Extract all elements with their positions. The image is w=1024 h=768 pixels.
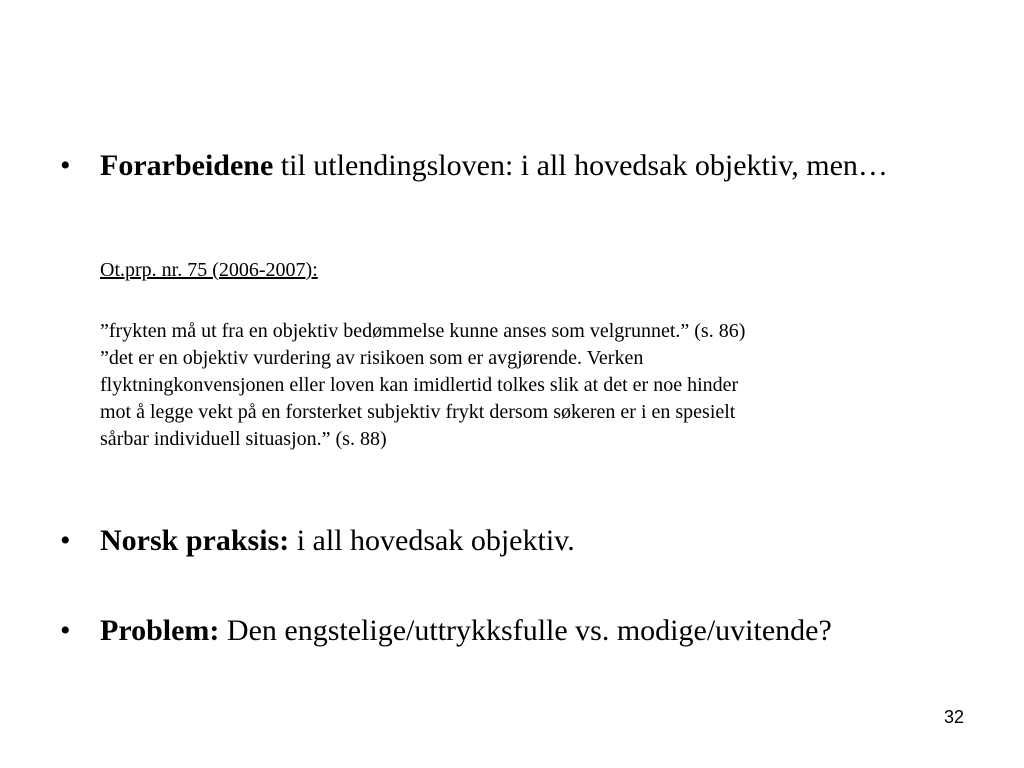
bullet-marker: • xyxy=(60,149,71,182)
bullet-body xyxy=(100,525,960,557)
quote-line: flyktningkonvensjonen eller loven kan imidlertid tolkes slik at det er noe hinder xyxy=(100,374,739,396)
bullet-text: i all hovedsak objektiv. xyxy=(289,524,575,557)
bullet-text: Den engstelige/uttrykksfulle vs. modige/uvitende? xyxy=(219,614,832,647)
bullet-label: Problem: xyxy=(100,614,220,647)
quote-line: sårbar individuell situasjon.” (s. 88) xyxy=(100,428,387,450)
bullet-body xyxy=(100,150,960,182)
slide-number: 32 xyxy=(943,707,964,727)
source-reference: Ot.prp. nr. 75 (2006-2007): xyxy=(100,259,318,281)
bullet-text: til utlendingsloven: i all hovedsak objektiv, men… xyxy=(273,149,888,182)
source-reference-block xyxy=(100,257,980,284)
quote-line: ”frykten må ut fra en objektiv bedømmelse kunne anses som velgrunnet.” (s. 86) xyxy=(100,320,746,342)
bullet-marker: • xyxy=(60,524,71,557)
source-quote-block xyxy=(100,318,980,453)
quote-line: ”det er en objektiv vurdering av risikoen som er avgjørende. Verken xyxy=(100,347,644,369)
quote-line: mot å legge vekt på en forsterket subjektiv frykt dersom søkeren er i en spesielt xyxy=(100,401,736,423)
bullet-marker: • xyxy=(60,614,71,647)
bullet-label: Forarbeidene xyxy=(100,149,274,182)
bullet-label: Norsk praksis: xyxy=(100,524,290,557)
bullet-body xyxy=(100,615,960,647)
